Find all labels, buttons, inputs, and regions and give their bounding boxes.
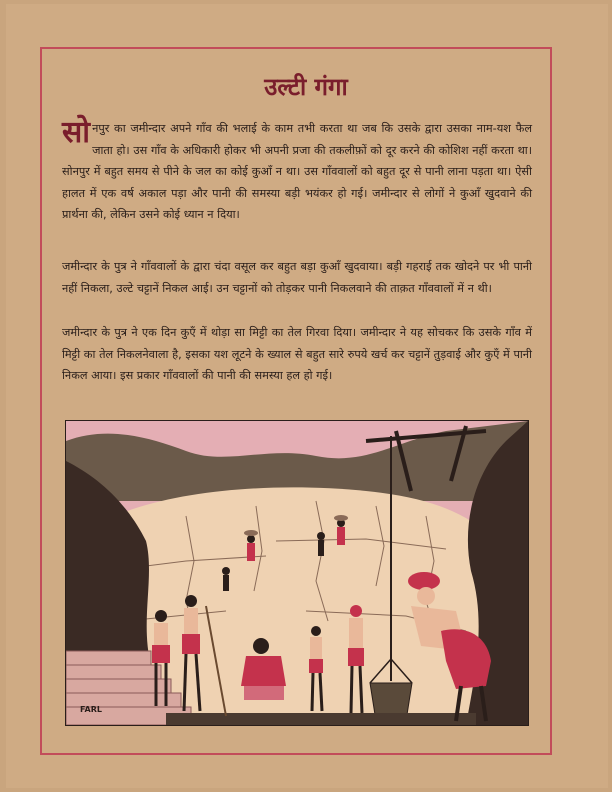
illustration-artwork xyxy=(66,421,528,725)
well-digging-illustration xyxy=(65,420,529,726)
artist-signature: FARL xyxy=(80,705,102,714)
story-title: उल्टी गंगा xyxy=(264,73,348,101)
drop-cap: सो xyxy=(62,115,91,150)
paragraph-1-text: नपुर का जमीन्दार अपने गाँव की भलाई के काम तभी करता था जब कि उसके द्वारा उसका नाम-यश फैल जाता हो। उस गाँव के अधिकारी होकर भी अपनी प्रजा की तकलीफ़ों को दूर करने की कोशिश नहीं करता था। सोनपुर में बहुत समय से पीने के जल का कोई कुआँ न था। उस गाँववालों को बहुत दूर से पानी लाना पड़ता था। ऐसी हालत में एक वर्ष अकाल पड़ा और पानी की समस्या बड़ी भयंकर हो गई। जमीन्दार से लोगों ने कुआँ खुदवाने की प्रार्थना की, लेकिन उसने कोई ध्यान न दिया। xyxy=(62,122,532,221)
paragraph-1 xyxy=(62,115,532,226)
paragraph-3: जमीन्दार के पुत्र ने एक दिन कुएँ में थोड़ा सा मिट्टी का तेल गिरवा दिया। जमीन्दार ने यह सोचकर कि उसके गाँव में मिट्टी का तेल निकलनेवाला है, इसका यश लूटने के ख्याल से बहुत सारे रुपये खर्च कर चट्टानें तुड़वाई और कुएँ में पानी निकल आया। इस प्रकार गाँववालों की पानी की समस्या हल हो गई। xyxy=(62,326,532,382)
paragraph-2: जमीन्दार के पुत्र ने गाँववालों के द्वारा चंदा वसूल कर बहुत बड़ा कुआँ खुदवाया। बड़ी गहराई तक खोदने पर भी पानी नहीं निकला, उल्टे चट्टानें निकल आई। उन चट्टानों को तोड़कर पानी निकलवाने की ताक़त गाँववालों में न थी। xyxy=(62,260,532,295)
well-floor xyxy=(166,713,476,725)
